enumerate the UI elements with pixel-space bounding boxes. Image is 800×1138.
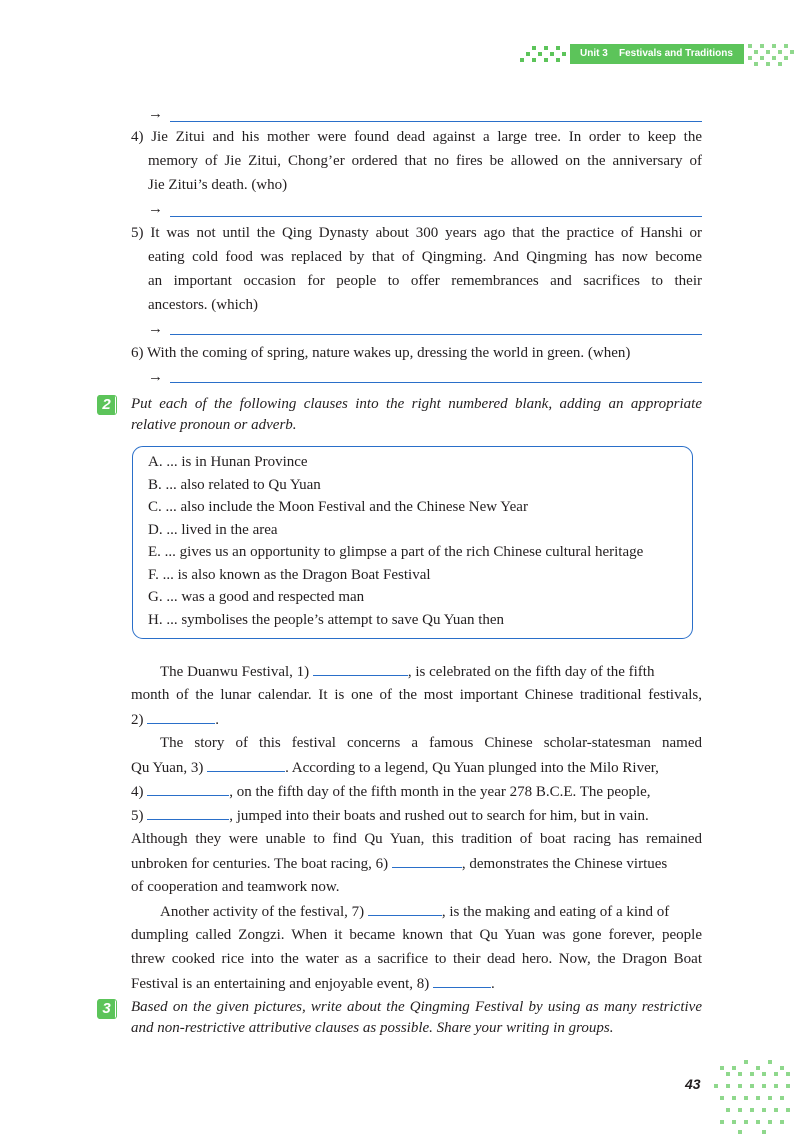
passage-line: threw cooked rice into the water as a sacrifice to their dead hero. Now, the Dragon Boat [131,951,702,967]
passage-line: Festival is an entertaining and enjoyable event, 8) . [131,973,495,994]
unit-title: Festivals and Traditions [619,48,733,59]
passage-line: dumpling called Zongzi. When it became known that Qu Yuan was gone forever, people [131,927,702,943]
passage-line: 2) . [131,709,219,730]
answer-line-4[interactable] [170,216,702,217]
passage-line: 5) , jumped into their boats and rushed out to search for him, but in vain. [131,805,649,826]
exercise-3-instruction-line1: Based on the given pictures, write about the Qingming Festival by using as many restrictive [131,999,702,1015]
passage-line: The Duanwu Festival, 1) , is celebrated on the fifth day of the fifth [160,661,654,682]
exercise-2-instruction-line1: Put each of the following clauses into the right numbered blank, adding an appropriate [131,396,702,412]
exercise-2-instruction-line2: relative pronoun or adverb. [131,417,297,433]
item4-line2: memory of Jie Zitui, Chong’er ordered that no fires be allowed on the anniversary of [148,153,702,169]
passage-line: 4) , on the fifth day of the fifth month in the year 278 B.C.E. The people, [131,781,651,802]
unit-label: Unit 3 [580,48,608,59]
blank-7[interactable] [368,901,442,916]
item5-line3: an important occasion for people to offer remembrances and sacrifices to their [148,273,702,289]
blank-5[interactable] [147,805,229,820]
arrow-icon: → [148,201,163,217]
blank-2[interactable] [147,709,215,724]
exercise-3-badge [97,999,117,1019]
item6-line1: 6) With the coming of spring, nature wakes up, dressing the world in green. (when) [131,345,631,361]
passage-line: of cooperation and teamwork now. [131,879,340,895]
page-number: 43 [685,1076,701,1092]
item4-line3: Jie Zitui’s death. (who) [148,177,288,193]
option-d: D. ... lived in the area [148,522,278,538]
answer-line-5[interactable] [170,334,702,335]
answer-line-6[interactable] [170,382,702,383]
passage-line: The story of this festival concerns a famous Chinese scholar-statesman named [160,735,702,751]
arrow-icon: → [148,321,163,337]
exercise-3-number: 3 [98,999,115,1019]
answer-line-3[interactable] [170,121,702,122]
exercise-3-instruction-line2: and non-restrictive attributive clauses as possible. Share your writing in groups. [131,1020,614,1036]
passage-line: Qu Yuan, 3) . According to a legend, Qu Yuan plunged into the Milo River, [131,757,659,778]
option-b: B. ... also related to Qu Yuan [148,477,321,493]
blank-1[interactable] [313,661,408,676]
exercise-2-badge [97,395,117,415]
exercise-2-number: 2 [98,395,115,415]
passage-line: Although they were unable to find Qu Yuan, this tradition of boat racing has remained [131,831,702,847]
unit-header [570,44,744,64]
blank-8[interactable] [433,973,491,988]
blank-3[interactable] [207,757,285,772]
option-g: G. ... was a good and respected man [148,589,365,605]
arrow-icon: → [148,369,163,385]
option-f: F. ... is also known as the Dragon Boat Festival [148,567,431,583]
passage-line: month of the lunar calendar. It is one of the most important Chinese traditional festivals, [131,687,702,703]
option-c: C. ... also include the Moon Festival and the Chinese New Year [148,499,528,515]
passage-line: unbroken for centuries. The boat racing, 6) , demonstrates the Chinese virtues [131,853,667,874]
footer-pixel-pattern [690,1060,800,1138]
option-e: E. ... gives us an opportunity to glimpse a part of the rich Chinese cultural heritage [148,544,644,560]
passage-line: Another activity of the festival, 7) , is the making and eating of a kind of [160,901,669,922]
item5-line1: 5) It was not until the Qing Dynasty about 300 years ago that the practice of Hanshi or [131,225,702,241]
item5-line4: ancestors. (which) [148,297,258,313]
blank-4[interactable] [147,781,229,796]
arrow-icon: → [148,106,163,122]
option-a: A. ... is in Hunan Province [148,454,308,470]
option-h: H. ... symbolises the people’s attempt to save Qu Yuan then [148,612,505,628]
item5-line2: eating cold food was replaced by that of Qingming. And Qingming has now become [148,249,702,265]
blank-6[interactable] [392,853,462,868]
item4-line1: 4) Jie Zitui and his mother were found dead against a large tree. In order to keep the [131,129,702,145]
